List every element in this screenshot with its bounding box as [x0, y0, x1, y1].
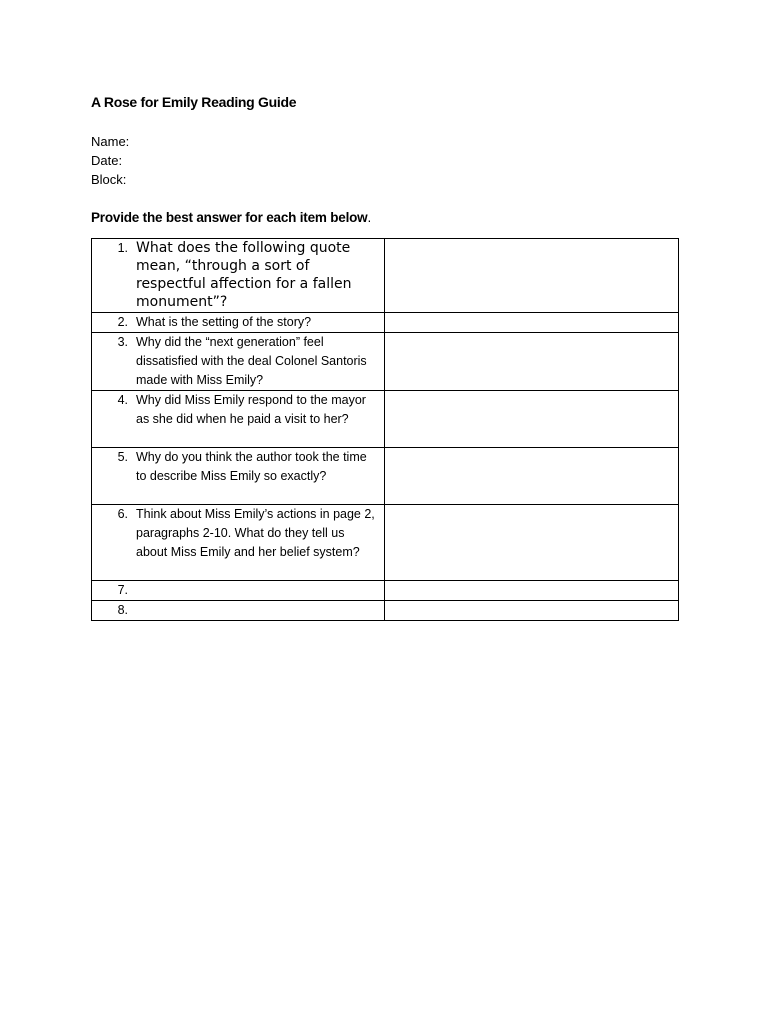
question-cell — [92, 601, 385, 621]
question-text: Why did the “next generation” feel dissatisfied with the deal Colonel Santoris made with Miss Emily? — [136, 335, 367, 387]
block-label: Block: — [91, 172, 127, 187]
table-row — [92, 505, 679, 581]
question-text: What does the following quote mean, “through a sort of respectful affection for a fallen monument”? — [136, 240, 352, 310]
instructions-bold-text: Provide the best answer for each item below — [91, 210, 368, 225]
question-number: 4. — [117, 393, 128, 407]
student-info-fields — [91, 132, 678, 189]
name-label: Name: — [91, 134, 130, 149]
table-row — [92, 391, 679, 448]
document-title: A Rose for Emily Reading Guide — [91, 94, 297, 110]
question-number: 2. — [117, 315, 128, 329]
table-row — [92, 601, 679, 621]
question-text: Why did Miss Emily respond to the mayor as she did when he paid a visit to her? — [136, 393, 366, 426]
table-row — [92, 239, 679, 313]
question-cell — [92, 333, 385, 391]
table-row — [92, 333, 679, 391]
question-cell — [92, 448, 385, 505]
question-cell — [92, 391, 385, 448]
answer-cell[interactable] — [385, 239, 679, 313]
question-cell — [92, 239, 385, 313]
answer-cell[interactable] — [385, 601, 679, 621]
date-label: Date: — [91, 153, 123, 168]
question-table — [91, 238, 679, 621]
question-number: 5. — [117, 450, 128, 464]
instructions — [91, 209, 678, 227]
question-text: What is the setting of the story? — [136, 315, 312, 329]
question-number: 6. — [117, 507, 128, 521]
table-row — [92, 313, 679, 333]
table-row — [92, 448, 679, 505]
question-number: 8. — [117, 603, 128, 617]
question-cell — [92, 581, 385, 601]
answer-cell[interactable] — [385, 313, 679, 333]
question-cell — [92, 505, 385, 581]
question-text — [136, 601, 384, 620]
question-cell — [92, 313, 385, 333]
question-text: Why do you think the author took the time to describe Miss Emily so exactly? — [136, 450, 367, 483]
question-number: 7. — [117, 583, 128, 597]
answer-cell[interactable] — [385, 333, 679, 391]
question-number: 3. — [117, 335, 128, 349]
answer-cell[interactable] — [385, 391, 679, 448]
instructions-period: . — [367, 210, 372, 225]
answer-cell[interactable] — [385, 505, 679, 581]
document-page — [91, 93, 678, 621]
question-text — [136, 581, 384, 600]
question-number: 1. — [117, 241, 128, 255]
question-text: Think about Miss Emily’s actions in page 2, paragraphs 2-10. What do they tell us about Miss Emily and her belief system? — [136, 507, 375, 559]
answer-cell[interactable] — [385, 581, 679, 601]
answer-cell[interactable] — [385, 448, 679, 505]
table-row — [92, 581, 679, 601]
